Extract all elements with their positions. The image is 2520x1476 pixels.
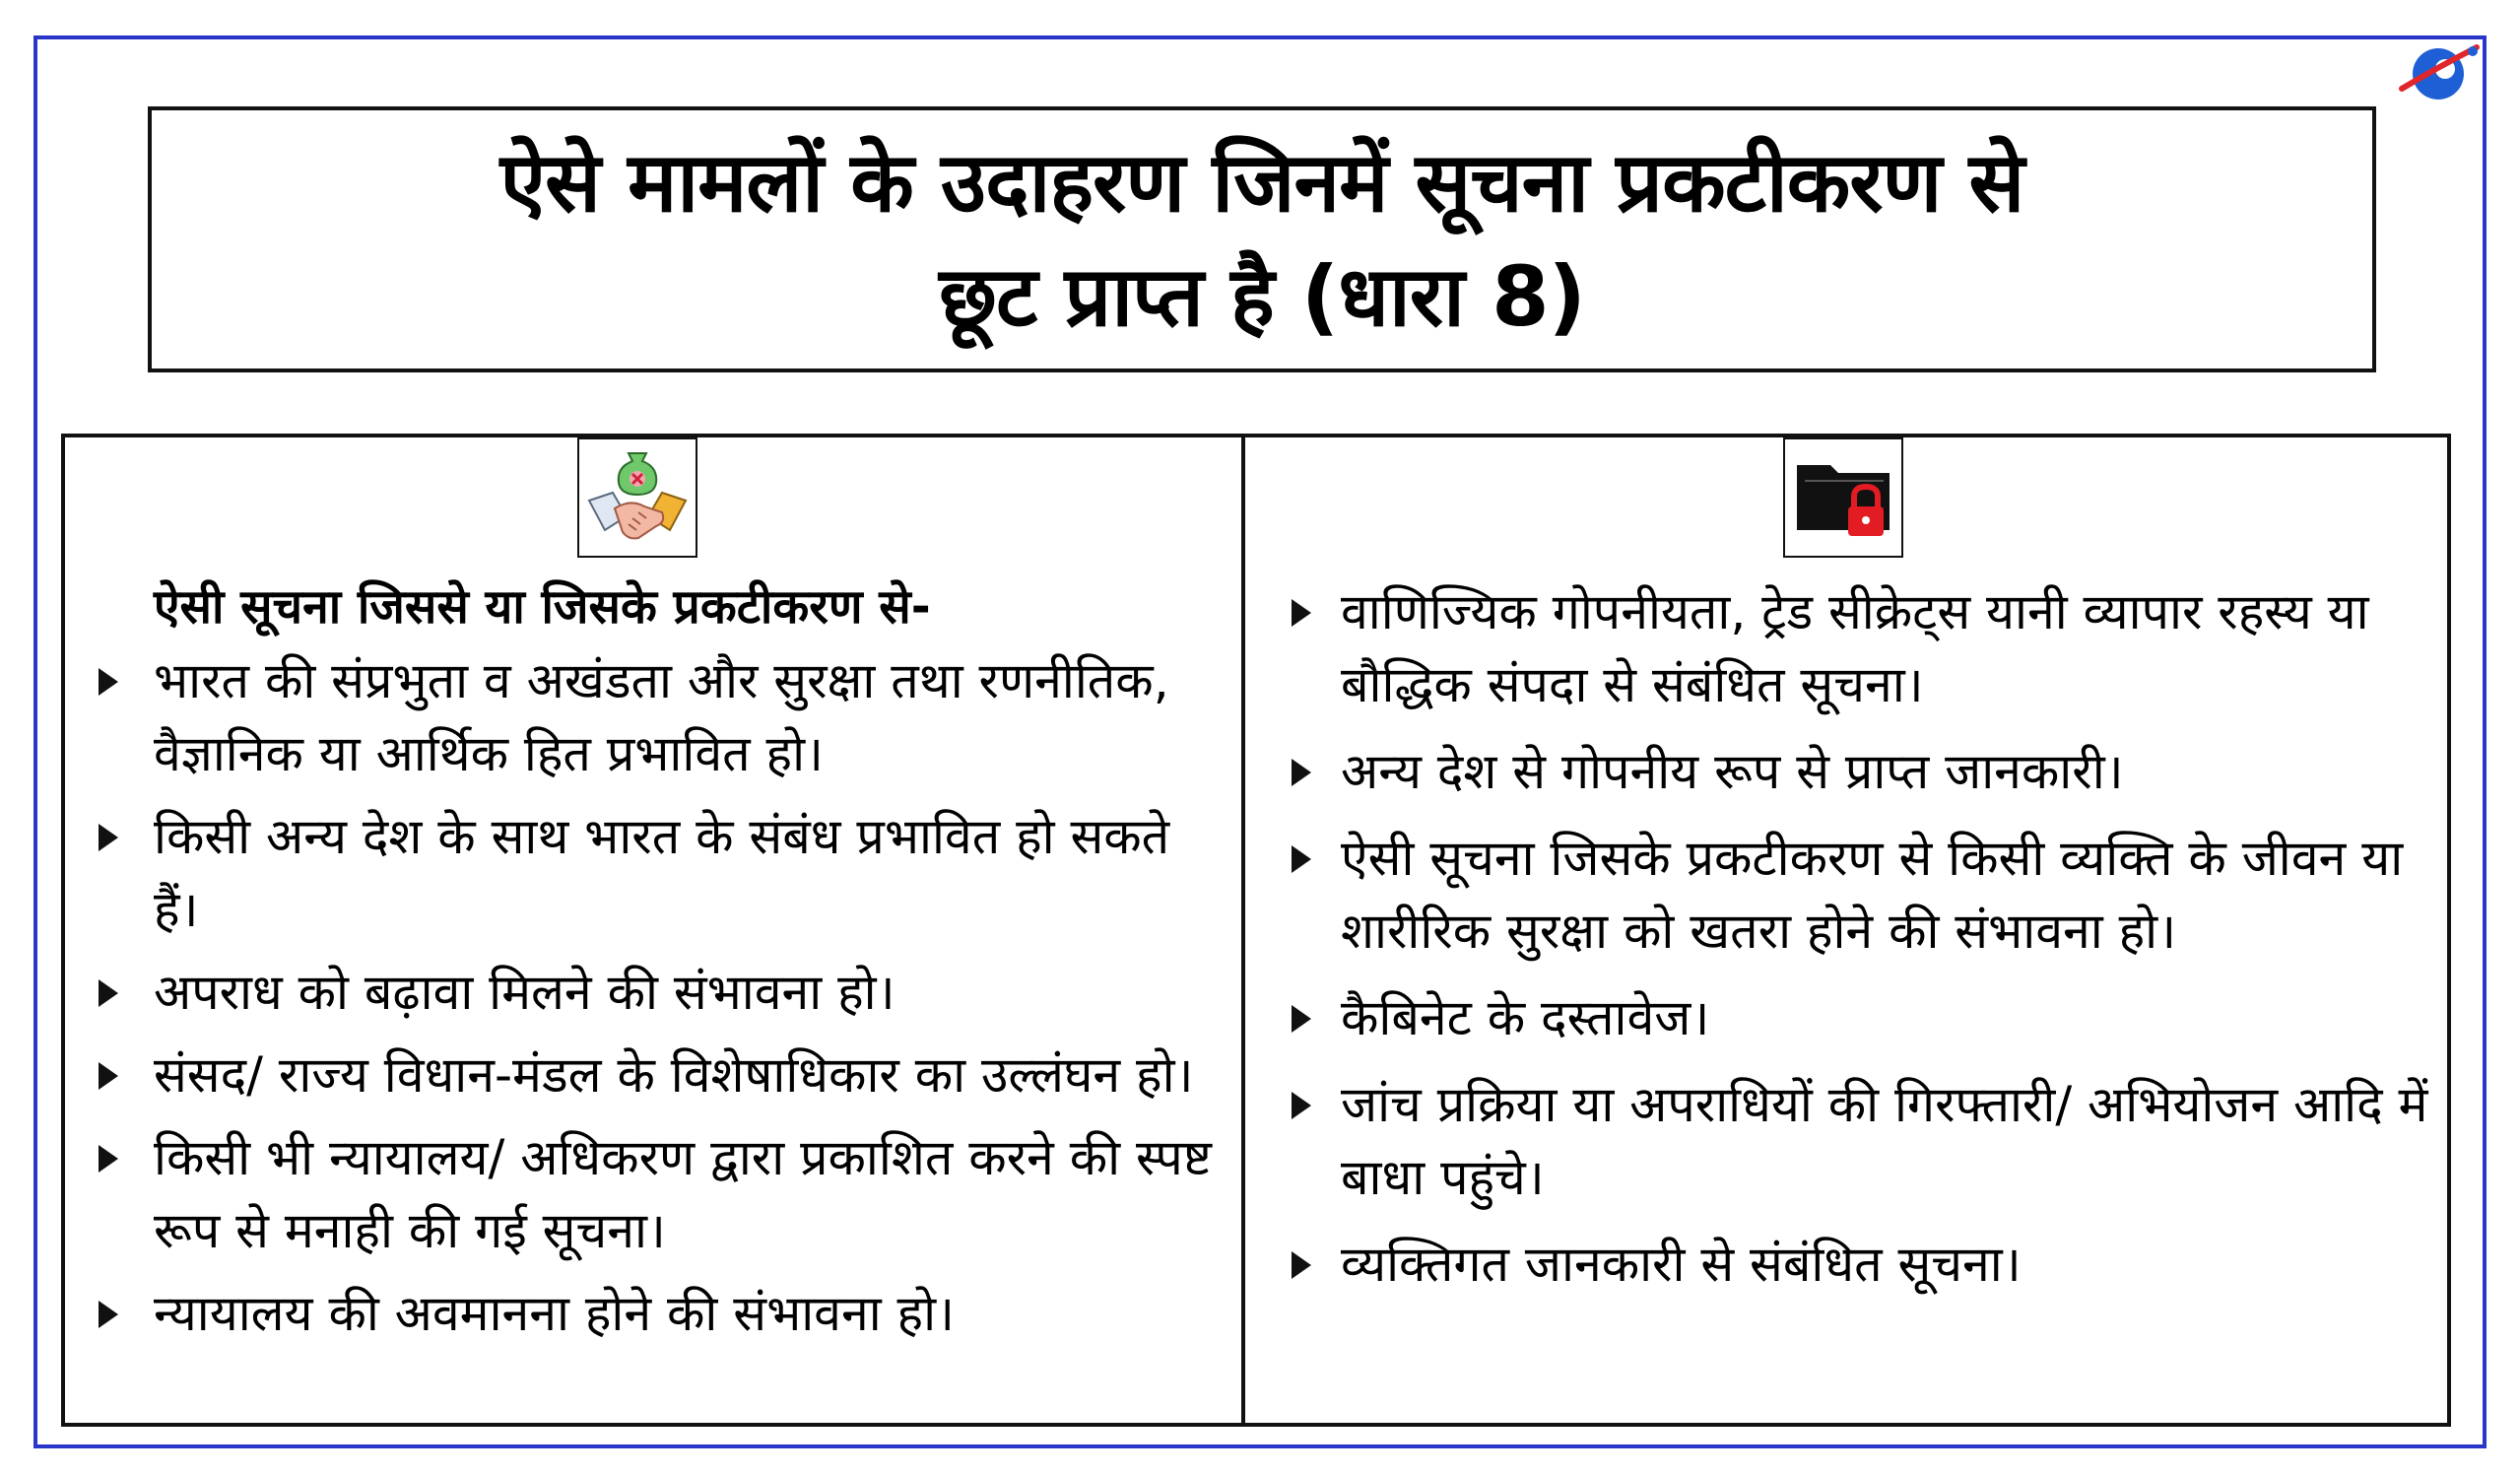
list-item xyxy=(1262,1068,2434,1214)
bullet-icon xyxy=(99,1145,118,1173)
list-item xyxy=(85,644,1227,790)
list-item xyxy=(85,1121,1227,1267)
handshake-money-bag-icon xyxy=(583,443,692,552)
right-icon-box xyxy=(1783,437,1903,558)
left-icon-box xyxy=(577,437,697,558)
list-item-text: न्यायालय की अवमानना होने की संभावना हो। xyxy=(154,1285,956,1342)
bullet-icon xyxy=(1292,599,1311,627)
list-item-text: अन्य देश से गोपनीय रूप से प्राप्त जानकारी। xyxy=(1341,743,2124,800)
page-title-line-1: ऐसे मामलों के उदाहरण जिनमें सूचना प्रकटीकरण से xyxy=(499,134,2024,231)
column-divider xyxy=(1241,437,1245,1423)
list-item-text: जांच प्रक्रिया या अपराधियों की गिरफ्तारी/ अभियोजन आदि में बाधा पहुंचे। xyxy=(1341,1076,2428,1206)
bullet-icon xyxy=(99,1062,118,1090)
list-item-text: संसद/ राज्य विधान-मंडल के विशेषाधिकार का उल्लंघन हो। xyxy=(154,1046,1194,1104)
bullet-icon xyxy=(99,979,118,1007)
list-item xyxy=(85,1039,1227,1111)
list-item-text: अपराध को बढ़ावा मिलने की संभावना हो। xyxy=(154,964,895,1021)
title-box xyxy=(148,106,2376,372)
list-item xyxy=(1262,981,2434,1054)
list-item-text: व्यक्तिगत जानकारी से संबंधित सूचना। xyxy=(1341,1236,2022,1293)
bullet-icon xyxy=(99,1301,118,1328)
bullet-icon xyxy=(1292,1251,1311,1279)
list-item-text: वाणिज्यिक गोपनीयता, ट्रेड सीक्रेट्स यानी व्यापार रहस्य या बौद्धिक संपदा से संबंधित सूचना। xyxy=(1341,583,2369,713)
list-item xyxy=(1262,575,2434,721)
bullet-icon xyxy=(1292,1092,1311,1119)
list-item xyxy=(85,956,1227,1029)
logo-icon xyxy=(2394,30,2483,118)
right-column xyxy=(1262,575,2434,1314)
bullet-icon xyxy=(1292,759,1311,786)
bullet-icon xyxy=(1292,1005,1311,1033)
bullet-icon xyxy=(99,668,118,696)
list-item xyxy=(1262,1228,2434,1301)
bullet-icon xyxy=(1292,845,1311,873)
list-item-text: भारत की संप्रभुता व अखंडता और सुरक्षा तथा रणनीतिक, वैज्ञानिक या आर्थिक हित प्रभावित हो। xyxy=(154,652,1169,782)
list-item-text: कैबिनेट के दस्तावेज। xyxy=(1341,989,1710,1046)
locked-folder-icon xyxy=(1789,443,1897,552)
list-item-text: ऐसी सूचना जिसके प्रकटीकरण से किसी व्यक्ति के जीवन या शारीरिक सुरक्षा को खतरा होने की संभावना हो। xyxy=(1341,830,2404,960)
list-item xyxy=(85,1277,1227,1350)
list-item-text: किसी अन्य देश के साथ भारत के संबंध प्रभावित हो सकते हैं। xyxy=(154,808,1170,938)
list-item xyxy=(1262,822,2434,968)
left-intro: ऐसी सूचना जिससे या जिसके प्रकटीकरण से- xyxy=(154,579,931,635)
bullet-icon xyxy=(99,824,118,851)
left-column xyxy=(85,575,1227,1360)
list-item xyxy=(85,800,1227,946)
list-item-text: किसी भी न्यायालय/ अधिकरण द्वारा प्रकाशित करने की स्पष्ट रूप से मनाही की गई सूचना। xyxy=(154,1129,1212,1259)
list-item xyxy=(1262,735,2434,808)
content-table xyxy=(61,434,2451,1427)
page-title-line-2: छूट प्राप्त है (धारा 8) xyxy=(939,248,1585,345)
